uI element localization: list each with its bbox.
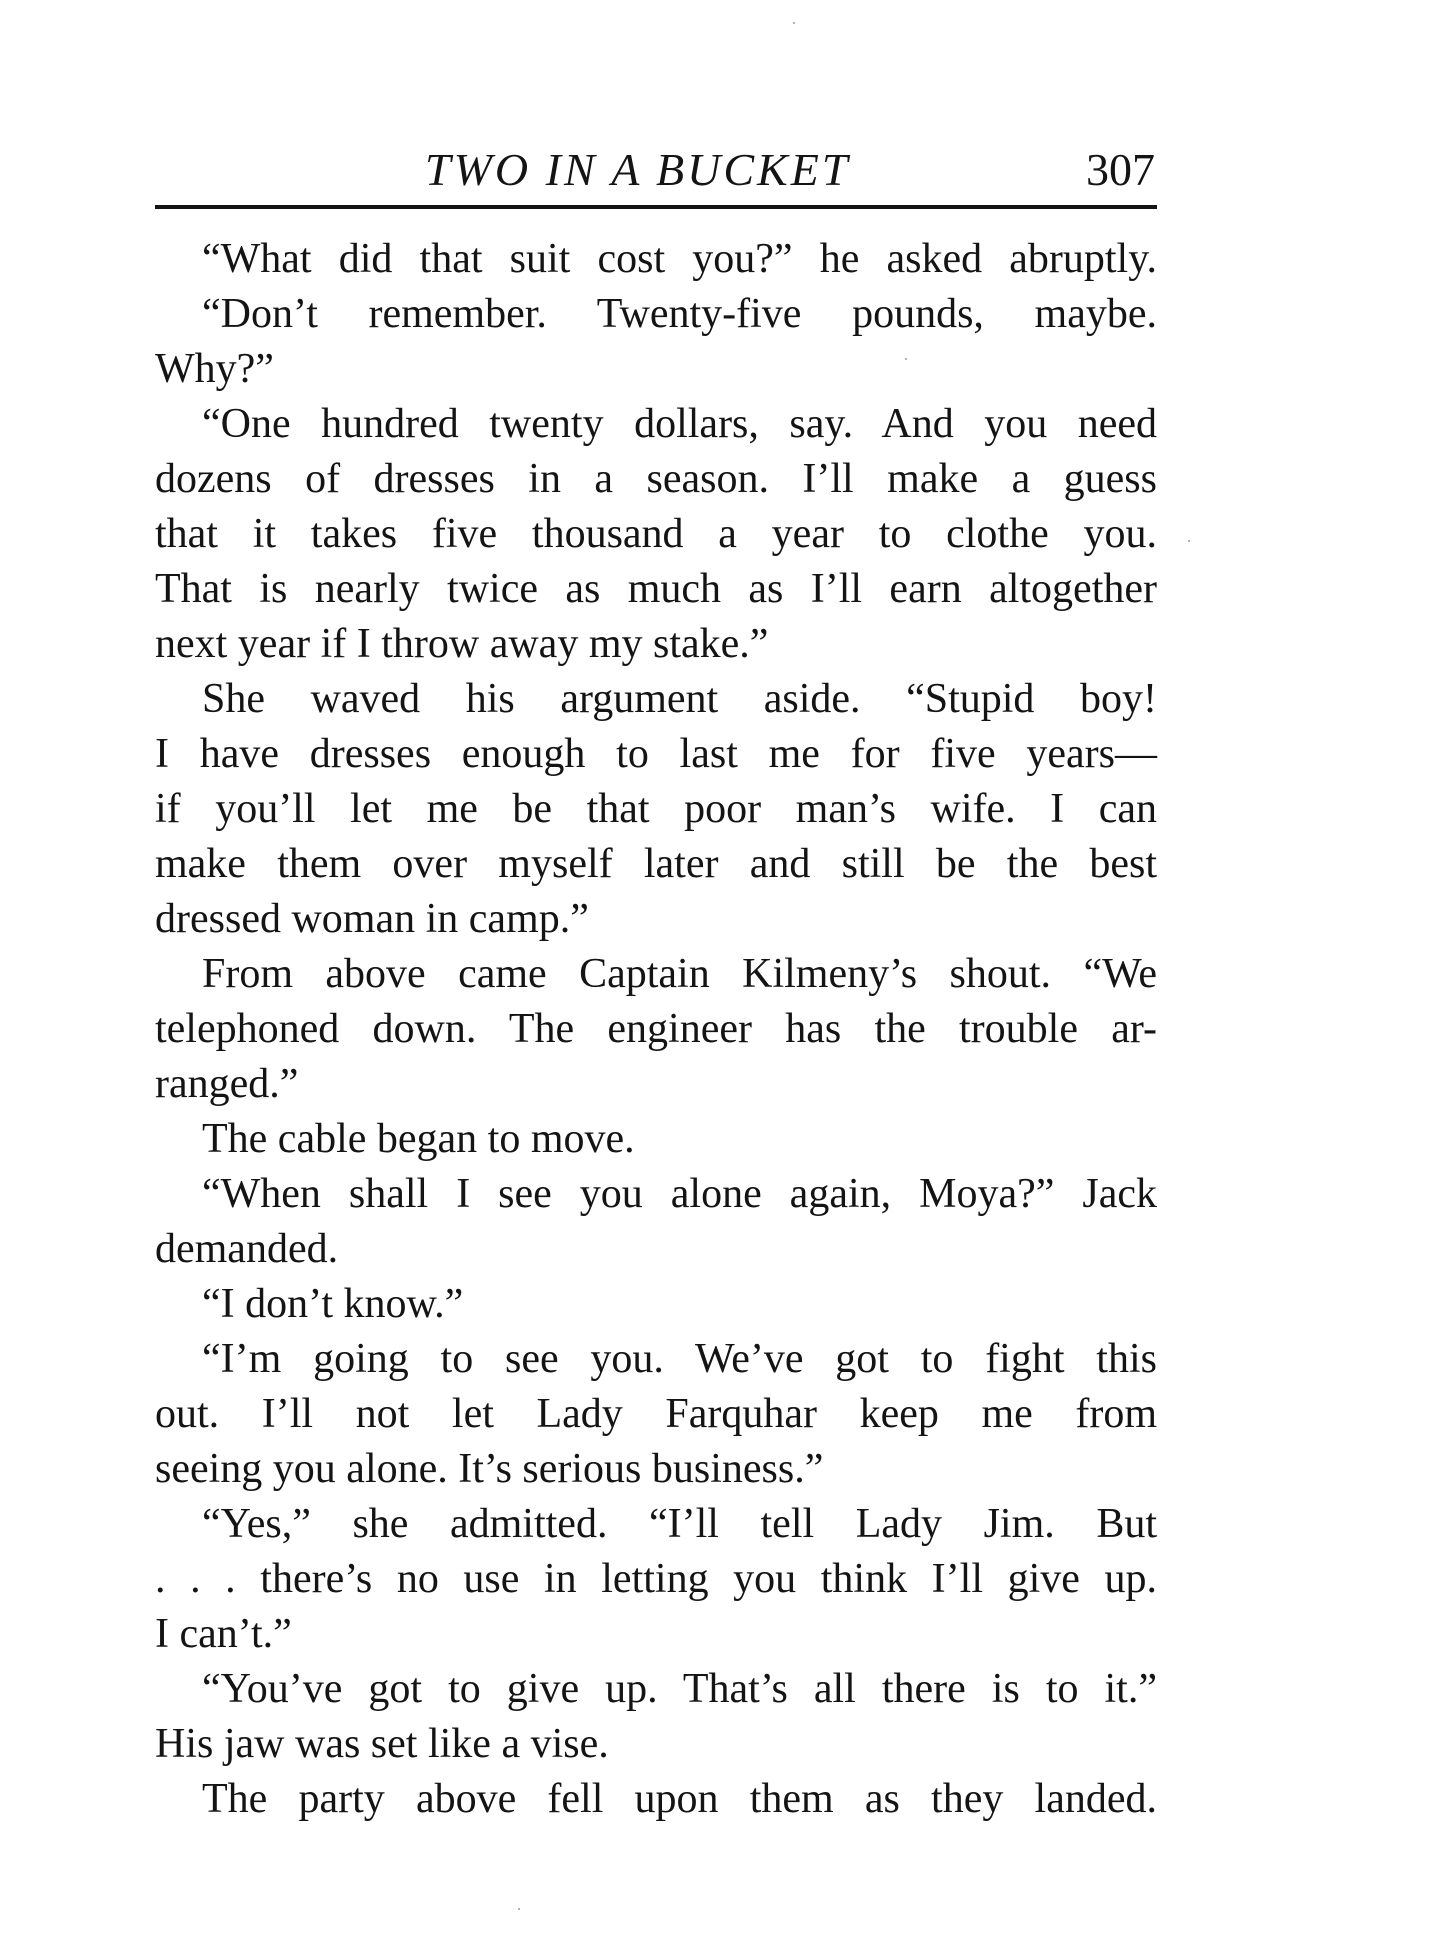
header-rule	[155, 205, 1157, 209]
text-line: I can’t.”	[155, 1611, 292, 1657]
text-line: “What did that suit cost you?” he asked abruptly.	[202, 236, 1157, 282]
text-line: “When shall I see you alone again, Moya?” Jack	[202, 1171, 1157, 1217]
text-line: dozens of dresses in a season. I’ll make a guess	[155, 456, 1157, 502]
text-line: seeing you alone. It’s serious business.”	[155, 1446, 824, 1492]
text-line: From above came Captain Kilmeny’s shout. “We	[202, 951, 1157, 997]
scan-speck	[1188, 540, 1190, 542]
scan-speck	[518, 1908, 520, 1910]
text-line: out. I’ll not let Lady Farquhar keep me from	[155, 1391, 1157, 1437]
text-line: . . . there’s no use in letting you think I’ll give up.	[155, 1556, 1157, 1602]
text-line: demanded.	[155, 1226, 339, 1272]
text-line: that it takes five thousand a year to clothe you.	[155, 511, 1157, 557]
running-title: TWO IN A BUCKET	[425, 144, 851, 195]
text-line: That is nearly twice as much as I’ll earn altogether	[155, 566, 1157, 612]
text-line: “You’ve got to give up. That’s all there is to it.”	[202, 1666, 1157, 1712]
page-number: 307	[1086, 144, 1155, 195]
text-line: “I don’t know.”	[202, 1281, 464, 1327]
text-line: “One hundred twenty dollars, say. And you need	[202, 401, 1157, 447]
text-line: if you’ll let me be that poor man’s wife. I can	[155, 786, 1157, 832]
text-line: make them over myself later and still be the best	[155, 841, 1157, 887]
text-line: “Yes,” she admitted. “I’ll tell Lady Jim. But	[202, 1501, 1157, 1547]
running-head	[155, 140, 1155, 200]
text-line: I have dresses enough to last me for five years—	[155, 731, 1157, 777]
text-line: Why?”	[155, 346, 274, 392]
scan-speck	[905, 358, 907, 360]
text-line: She waved his argument aside. “Stupid boy!	[202, 676, 1157, 722]
text-line: “I’m going to see you. We’ve got to fight this	[202, 1336, 1157, 1382]
text-line: telephoned down. The engineer has the trouble ar-	[155, 1006, 1157, 1052]
text-line: His jaw was set like a vise.	[155, 1721, 609, 1767]
text-line: The party above fell upon them as they landed.	[202, 1776, 1157, 1822]
text-line: ranged.”	[155, 1061, 299, 1107]
scan-speck	[793, 22, 795, 24]
body-text	[155, 232, 1157, 1827]
text-line: “Don’t remember. Twenty-five pounds, maybe.	[202, 291, 1157, 337]
text-line: The cable began to move.	[202, 1116, 635, 1162]
text-line: next year if I throw away my stake.”	[155, 621, 769, 667]
text-line: dressed woman in camp.”	[155, 896, 589, 942]
